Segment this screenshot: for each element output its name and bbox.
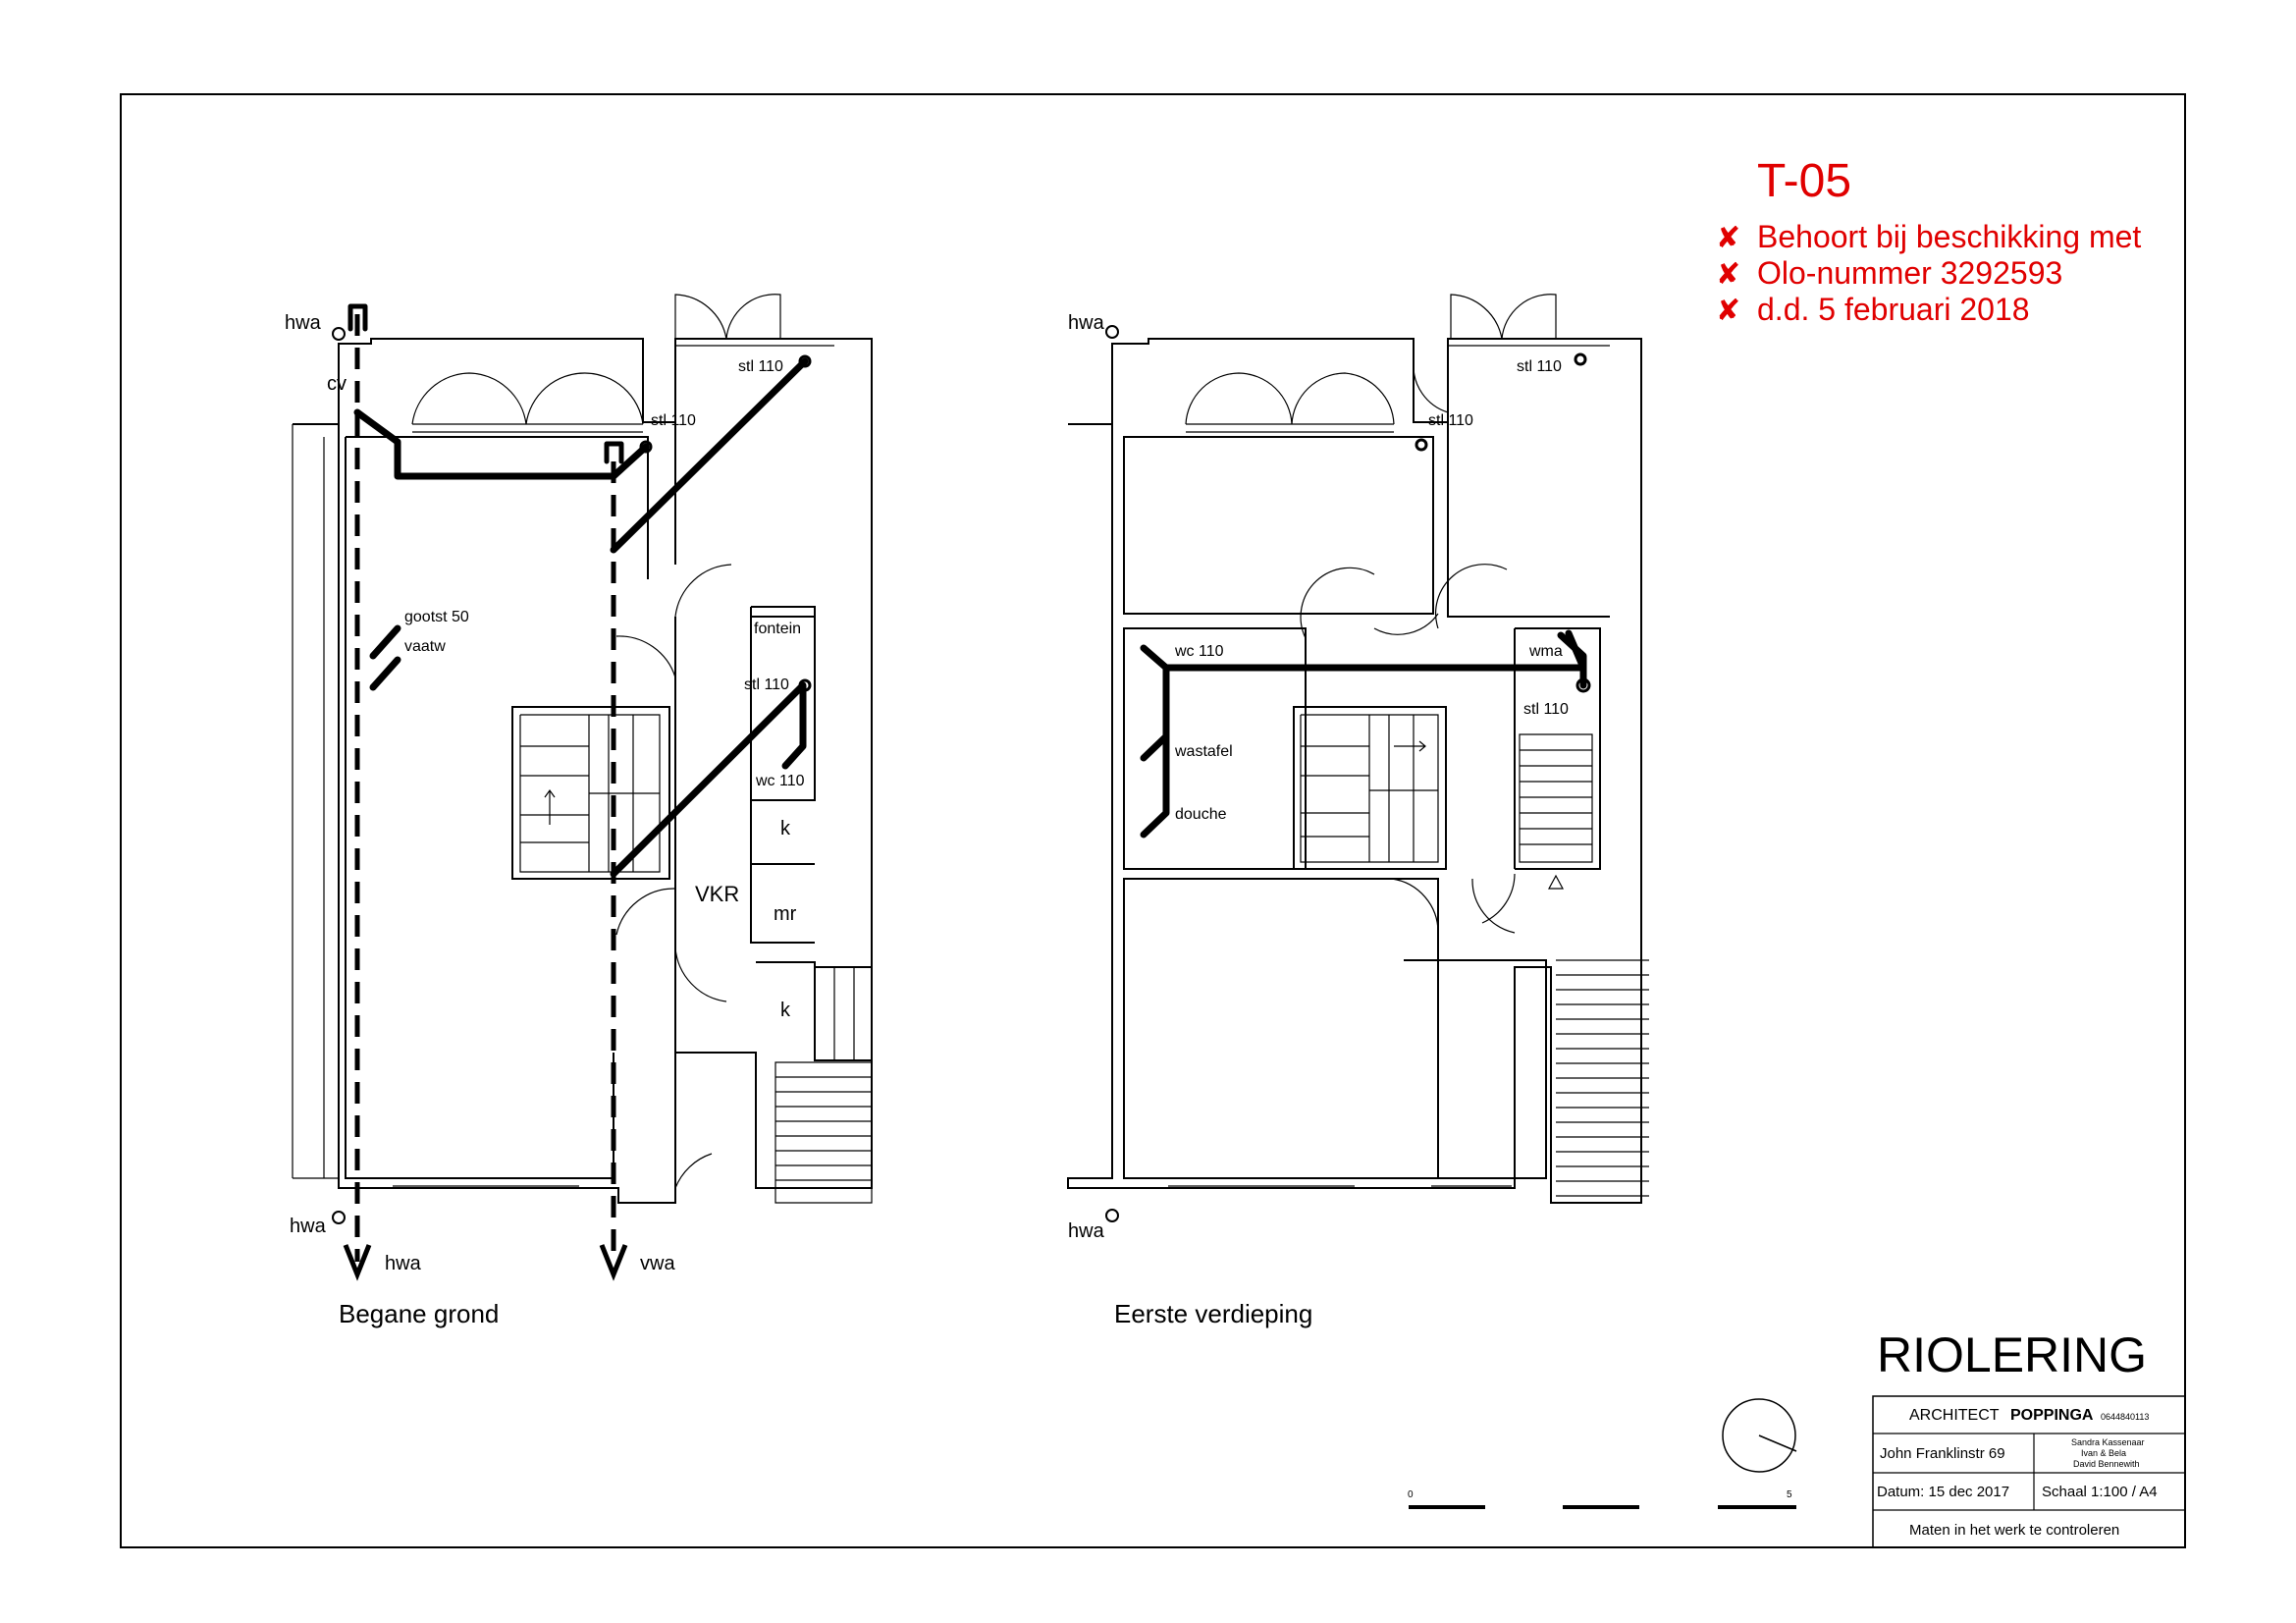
gf-hall-doors	[616, 565, 731, 1188]
ff-label-stl-rear: stl 110	[1517, 358, 1562, 375]
gf-porch-post	[820, 967, 854, 1060]
project-address: John Franklinstr 69	[1880, 1445, 2005, 1462]
stamp-mark-3: ✘	[1716, 295, 1741, 327]
drawing-note: Maten in het werk te controleren	[1909, 1522, 2120, 1539]
gf-label-wc: wc 110	[756, 773, 805, 789]
architect-prefix: ARCHITECT	[1909, 1407, 2000, 1424]
client-2: Ivan & Bela	[2081, 1448, 2127, 1458]
gf-hwa-top-symbol	[333, 328, 345, 340]
gf-label-gootst: gootst 50	[404, 609, 469, 625]
ff-rear-windows	[1186, 373, 1394, 432]
gf-outer-wall	[293, 339, 872, 1203]
ff-hwa-bottom-symbol	[1106, 1210, 1118, 1221]
stamp-mark-1: ✘	[1716, 222, 1741, 254]
architect-phone: 0644840113	[2101, 1412, 2150, 1422]
ff-front-windows	[1168, 1178, 1512, 1186]
ff-outside-steps	[1556, 960, 1649, 1196]
gf-party-wall	[293, 424, 339, 1178]
ff-bath-steps	[1520, 734, 1592, 862]
ff-wma-pipe	[1561, 635, 1583, 685]
gf-label-cv: cv	[327, 373, 347, 395]
gf-label-vwa-outlet: vwa	[640, 1253, 675, 1274]
gf-floor-name: Begane grond	[339, 1299, 500, 1328]
gf-label-vkr: VKR	[695, 882, 740, 906]
ff-bath-pipe	[1144, 668, 1166, 835]
drawing-scale: Schaal 1:100 / A4	[2042, 1484, 2158, 1500]
gf-label-k1: k	[780, 818, 790, 839]
gf-label-vaatw: vaatw	[404, 638, 446, 655]
gf-label-stl-rear: stl 110	[738, 358, 783, 375]
client-1: Sandra Kassenaar	[2071, 1437, 2145, 1447]
stamp-line-3: d.d. 5 februari 2018	[1757, 292, 2030, 327]
ff-label-hwa-top: hwa	[1068, 312, 1104, 334]
ff-label-douche: douche	[1175, 806, 1227, 823]
ff-front-rooms	[1124, 879, 1546, 1178]
gf-label-mr: mr	[774, 903, 797, 925]
gf-label-k2: k	[780, 1000, 790, 1021]
scale-bar-start: 0	[1408, 1489, 1414, 1500]
gf-kitchen-pipe	[357, 412, 646, 687]
title-block	[1873, 1396, 2185, 1547]
first-floor-plan	[1068, 295, 1649, 1328]
stamp-code: T-05	[1757, 155, 1852, 207]
gf-front-window	[393, 1178, 579, 1186]
drawing-date: Datum: 15 dec 2017	[1877, 1484, 2010, 1500]
architect-name: POPPINGA	[2010, 1407, 2094, 1424]
gf-rear-windows	[412, 373, 643, 432]
north-arrow-icon	[1723, 1399, 1796, 1472]
stamp-line-1: Behoort bij beschikking met	[1757, 219, 2142, 254]
ff-triangle-mark	[1549, 876, 1563, 889]
ff-floor-name: Eerste verdieping	[1114, 1299, 1313, 1328]
gf-label-fontein: fontein	[754, 621, 802, 637]
gf-hwa-bottom-symbol	[333, 1212, 345, 1223]
ff-label-hwa-bottom: hwa	[1068, 1220, 1104, 1242]
gf-stair	[512, 707, 669, 879]
client-3: David Bennewith	[2073, 1459, 2140, 1469]
ground-floor-plan	[285, 295, 872, 1328]
ff-outer-wall	[1068, 339, 1641, 1203]
approval-stamp	[1716, 155, 2141, 327]
ff-hwa-top-symbol	[1106, 326, 1118, 338]
scale-bar-end: 5	[1787, 1489, 1792, 1500]
ff-label-wc: wc 110	[1175, 643, 1224, 660]
drawing-title: RIOLERING	[1877, 1327, 2148, 1382]
ff-stair	[1294, 707, 1446, 869]
stamp-line-2: Olo-nummer 3292593	[1757, 255, 2063, 291]
gf-label-hwa-top: hwa	[285, 312, 321, 334]
stamp-mark-2: ✘	[1716, 258, 1741, 291]
gf-front-steps	[775, 1062, 872, 1203]
gf-label-stl-mid: stl 110	[651, 412, 696, 429]
ff-stack-mid	[1416, 440, 1426, 450]
ff-label-wastafel: wastafel	[1175, 743, 1233, 760]
gf-vent-cap-mid	[607, 444, 621, 461]
ff-label-stl-bath: stl 110	[1523, 701, 1569, 718]
ff-stack-rear	[1575, 354, 1585, 364]
scale-bar	[1408, 1489, 1796, 1507]
gf-label-hwa-outlet: hwa	[385, 1253, 421, 1274]
ff-label-stl-mid: stl 110	[1428, 412, 1473, 429]
gf-label-hwa-bottom: hwa	[290, 1216, 326, 1237]
ff-doors	[1301, 565, 1515, 933]
ff-label-wma: wma	[1529, 643, 1563, 660]
gf-label-stl-wc: stl 110	[744, 676, 789, 693]
